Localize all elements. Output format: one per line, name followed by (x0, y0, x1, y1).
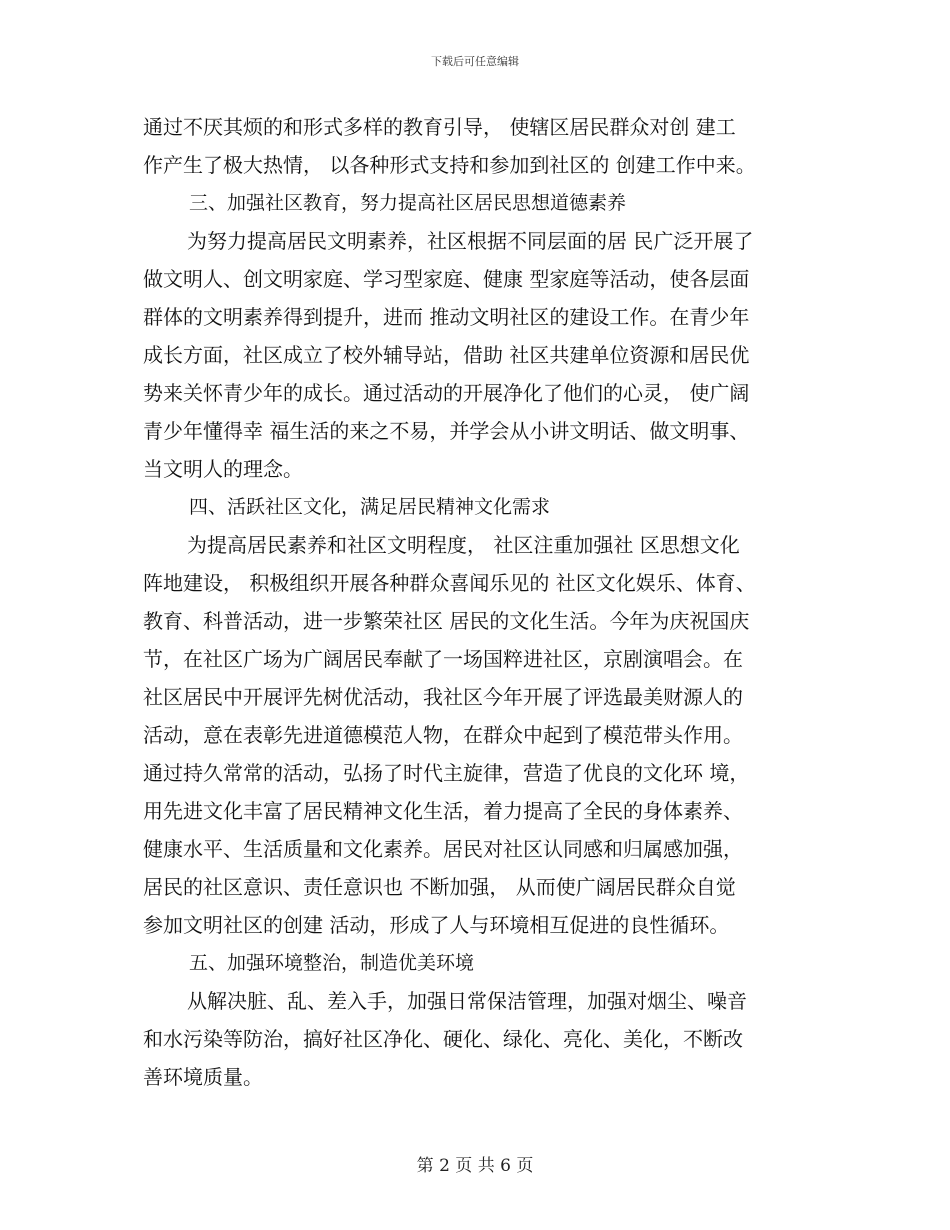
document-body (143, 108, 809, 1096)
body-line: 教育、科普活动，进一步繁荣社区 居民的文化生活。今年为庆祝国庆 (143, 609, 750, 633)
body-line: 群体的文明素养得到提升，进而 推动文明社区的建设工作。在青少年 (143, 305, 750, 329)
section-heading-3: 三、加强社区教育，努力提高社区居民思想道德素养 (189, 192, 627, 214)
body-line: 居民的社区意识、责任意识也 不断加强， 从而使广阔居民群众自觉 (143, 875, 736, 899)
body-line: 社区居民中开展评先树优活动，我社区今年开展了评选最美财源人的 (143, 685, 743, 709)
section-heading-5: 五、加强环境整治，制造优美环境 (189, 952, 475, 974)
body-line: 活动，意在表彰先进道德模范人物，在群众中起到了模范带头作用。 (143, 723, 743, 747)
page-footer (0, 1151, 950, 1176)
body-line: 青少年懂得幸 福生活的来之不易，并学会从小讲文明话、做文明事、 (143, 419, 750, 443)
body-line: 用先进文化丰富了居民精神文化生活，着力提高了全民的身体素养、 (143, 799, 743, 823)
body-line: 阵地建设， 积极组织开展各种群众喜闻乐见的 社区文化娱乐、体育、 (143, 571, 756, 595)
body-line: 节，在社区广场为广阔居民奉献了一场国粹进社区，京剧演唱会。在 (143, 647, 743, 671)
body-line: 通过不厌其烦的和形式多样的教育引导， 使辖区居民群众对创 建工 (143, 115, 736, 139)
body-line: 健康水平、生活质量和文化素养。居民对社区认同感和归属感加强， (143, 837, 743, 861)
body-line: 势来关怀青少年的成长。通过活动的开展净化了他们的心灵， 使广阔 (143, 381, 750, 405)
body-line: 善环境质量。 (143, 1065, 263, 1089)
paragraph-start: 从解决脏、乱、差入手，加强日常保洁管理，加强对烟尘、噪音 (187, 989, 747, 1013)
page-number-label: 第 2 页 共 6 页 (416, 1156, 534, 1176)
paragraph-start: 为努力提高居民文明素养，社区根据不同层面的居 民广泛开展了 (187, 229, 754, 253)
body-line: 作产生了极大热情， 以各种形式支持和参加到社区的 创建工作中来。 (143, 153, 756, 177)
body-line: 和水污染等防治，搞好社区净化、硬化、绿化、亮化、美化，不断改 (143, 1027, 743, 1051)
body-line: 做文明人、创文明家庭、学习型家庭、健康 型家庭等活动，使各层面 (143, 267, 750, 291)
body-line: 成长方面，社区成立了校外辅导站，借助 社区共建单位资源和居民优 (143, 343, 750, 367)
body-line: 通过持久常常的活动，弘扬了时代主旋律，营造了优良的文化环 境， (143, 761, 750, 785)
section-heading-4: 四、活跃社区文化，满足居民精神文化需求 (189, 496, 551, 518)
paragraph-start: 为提高居民素养和社区文明程度， 社区注重加强社 区思想文化 (187, 533, 740, 557)
body-line: 参加文明社区的创建 活动，形成了人与环境相互促进的良性循环。 (143, 913, 730, 937)
page-header-note: 下载后可任意编辑 (431, 55, 519, 68)
body-line: 当文明人的理念。 (143, 457, 303, 481)
